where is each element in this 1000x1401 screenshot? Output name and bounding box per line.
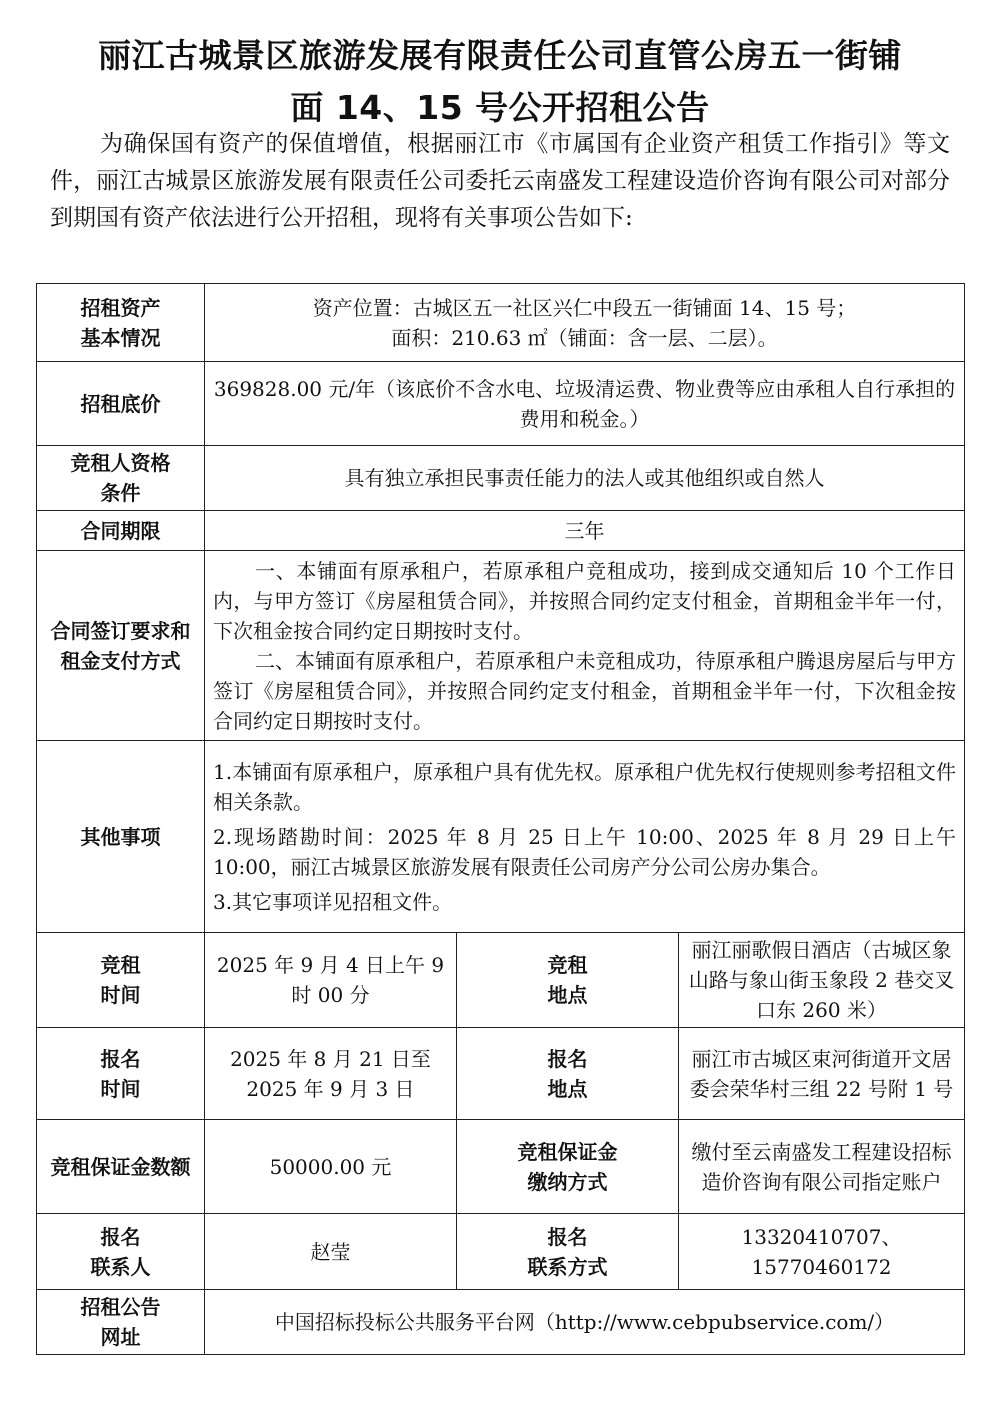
website-label: 招租公告 网址 (37, 1290, 205, 1355)
qualification-value: 具有独立承担民事责任能力的法人或其他组织或自然人 (205, 446, 965, 511)
row-website (37, 1290, 965, 1355)
term-label: 合同期限 (37, 511, 205, 551)
base-price-label: 招租底价 (37, 362, 205, 446)
row-other (37, 741, 965, 933)
reg-time-label: 报名 时间 (37, 1028, 205, 1120)
contact-method-label: 报名 联系方式 (457, 1214, 679, 1290)
deposit-label: 竞租保证金数额 (37, 1120, 205, 1214)
other-item-1: 1.本铺面有原承租户，原承租户具有优先权。原承租户优先权行使规则参考招租文件相关条款。 (213, 759, 956, 814)
row-asset (37, 284, 965, 362)
asset-area: 面积：210.63 ㎡（铺面：含一层、二层）。 (391, 325, 778, 350)
row-contact (37, 1214, 965, 1290)
contact-method-value (679, 1214, 965, 1290)
row-signing (37, 551, 965, 741)
other-label: 其他事项 (37, 741, 205, 933)
bid-time-value: 2025 年 9 月 4 日上午 9 时 00 分 (205, 933, 457, 1028)
signing-paragraph-1: 一、本铺面有原承租户，若原承租户竞租成功，接到成交通知后 10 个工作日内，与甲方签订《房屋租赁合同》，并按照合同约定支付租金，首期租金半年一付，下次租金按合同约定日期按时支付。 (213, 558, 956, 643)
contact-person-value: 赵莹 (205, 1214, 457, 1290)
reg-place-value: 丽江市古城区束河街道开文居委会荣华村三组 22 号附 1 号 (679, 1028, 965, 1120)
row-term (37, 511, 965, 551)
qualification-label: 竞租人资格 条件 (37, 446, 205, 511)
notice-title (40, 30, 960, 134)
bid-place-value: 丽江丽歌假日酒店（古城区象山路与象山街玉象段 2 巷交叉口东 260 米） (679, 933, 965, 1028)
row-deposit (37, 1120, 965, 1214)
row-qualification (37, 446, 965, 511)
deposit-method-label: 竞租保证金 缴纳方式 (457, 1120, 679, 1214)
signing-value (205, 551, 965, 741)
title-line-1: 丽江古城景区旅游发展有限责任公司直管公房五一街铺 (98, 36, 902, 75)
row-base-price (37, 362, 965, 446)
other-value (205, 741, 965, 933)
title-line-2: 面 14、15 号公开招租公告 (290, 88, 710, 127)
reg-place-label: 报名 地点 (457, 1028, 679, 1120)
row-bid (37, 933, 965, 1028)
asset-label: 招租资产 基本情况 (37, 284, 205, 362)
other-item-3: 3.其它事项详见招租文件。 (213, 889, 453, 914)
asset-value (205, 284, 965, 362)
contact-person-label: 报名 联系人 (37, 1214, 205, 1290)
signing-paragraph-2: 二、本铺面有原承租户，若原承租户未竞租成功，待原承租户腾退房屋后与甲方签订《房屋租赁合同》，并按照合同约定支付租金，首期租金半年一付，下次租金按合同约定日期按时支付。 (213, 648, 956, 733)
term-value: 三年 (205, 511, 965, 551)
intro-paragraph: 为确保国有资产的保值增值，根据丽江市《市属国有企业资产租赁工作指引》等文件，丽江古城景区旅游发展有限责任公司委托云南盛发工程建设造价咨询有限公司对部分到期国有资产依法进行公开招租，现将有关事项公告如下: (50, 131, 950, 231)
asset-location: 资产位置：古城区五一社区兴仁中段五一街铺面 14、15 号； (312, 295, 857, 320)
deposit-value: 50000.00 元 (205, 1120, 457, 1214)
contact-phone-2: 15770460172 (751, 1254, 892, 1279)
other-item-2: 2.现场踏勘时间：2025 年 8 月 25 日上午 10:00、2025 年 8 月 29 日上午 10:00，丽江古城景区旅游发展有限责任公司房产分公司公房办集合。 (213, 824, 956, 879)
notice-table (36, 283, 965, 1355)
row-registration (37, 1028, 965, 1120)
deposit-method-value: 缴付至云南盛发工程建设招标造价咨询有限公司指定账户 (679, 1120, 965, 1214)
reg-time-value: 2025 年 8 月 21 日至 2025 年 9 月 3 日 (205, 1028, 457, 1120)
base-price-value: 369828.00 元/年（该底价不含水电、垃圾清运费、物业费等应由承租人自行承担的费用和税金。） (205, 362, 965, 446)
website-value: 中国招标投标公共服务平台网（http://www.cebpubservice.com/） (205, 1290, 965, 1355)
bid-time-label: 竞租 时间 (37, 933, 205, 1028)
contact-phone-1: 13320410707、 (741, 1224, 902, 1249)
signing-label: 合同签订要求和 租金支付方式 (37, 551, 205, 741)
bid-place-label: 竞租 地点 (457, 933, 679, 1028)
